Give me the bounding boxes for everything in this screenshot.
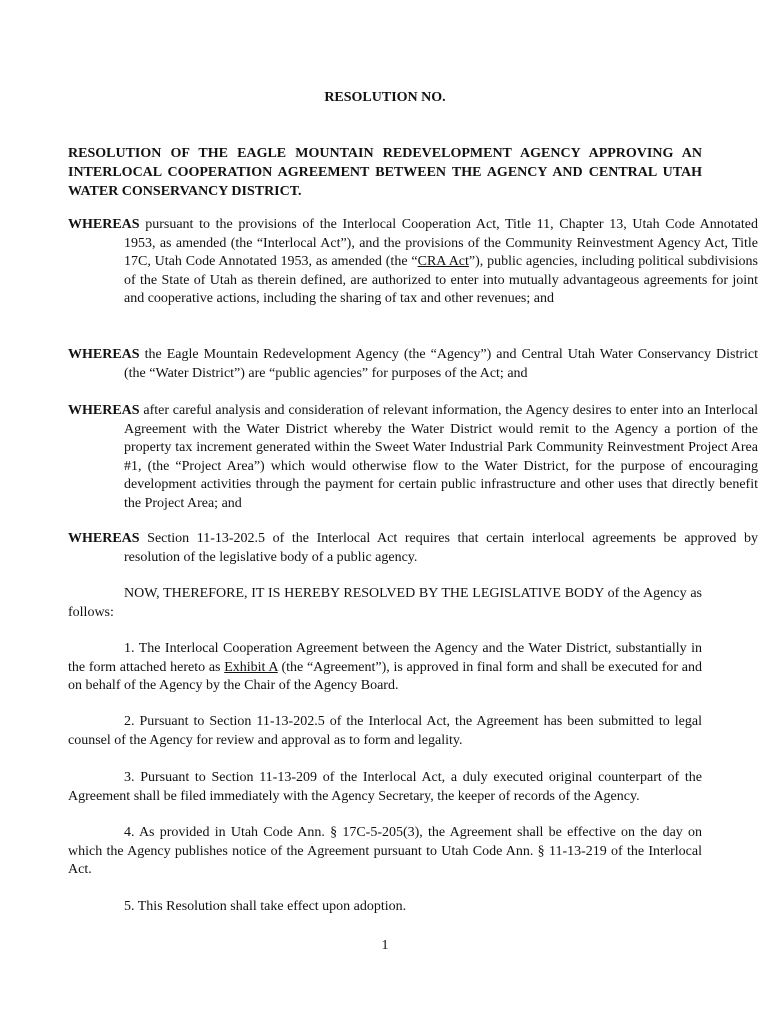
whereas-2-text: the Eagle Mountain Redevelopment Agency (the “Agency”) and Central Utah Water Conservancy District (the “Water District”) are “public agencies” for purposes of the Act; and [124, 347, 758, 381]
resolved-item-1 [68, 640, 702, 696]
whereas-paragraph-1 [68, 216, 758, 309]
whereas-paragraph-4 [68, 530, 758, 567]
resolved-item-2: 2. Pursuant to Section 11-13-202.5 of the Interlocal Act, the Agreement has been submitted to legal counsel of the Agency for review and approval as to form and legality. [68, 714, 702, 748]
item-1-text-a: 1. The Interlocal Cooperation Agreement between the Agency and the Water District, substantially in the form attached hereto as [68, 641, 702, 675]
whereas-4-text: Section 11-13-202.5 of the Interlocal Act requires that certain interlocal agreements be approved by resolution of the legislative body of a public agency. [124, 531, 758, 565]
whereas-1-text-b: ”), public agencies, including political subdivisions of the State of Utah as therein defined, are authorized to enter into mutually advantageous agreements for joint and cooperative actions, including the sharing of tax and other revenues; and [124, 254, 758, 307]
exhibit-a-term: Exhibit A [224, 659, 278, 675]
resolved-item-3: 3. Pursuant to Section 11-13-209 of the Interlocal Act, a duly executed original counterpart of the Agreement shall be filed immediately with the Agency Secretary, the keeper of records of the Agency. [68, 770, 702, 804]
whereas-3-text: after careful analysis and consideration of relevant information, the Agency desires to enter into an Interlocal Agreement with the Water District whereby the Water District would remit to the Agency a portion of the property tax increment generated within the Sweet Water Industrial Park Community Reinvestment Project Area #1, (the “Project Area”) which would otherwise flow to the Water District, for the purpose of encouraging development activities through the payment for certain public infrastructure and other uses that directly benefit the Project Area; and [124, 403, 758, 511]
page-number: 1 [381, 938, 389, 953]
whereas-1-text-a: pursuant to the provisions of the Interlocal Cooperation Act, Title 11, Chapter 13, Utah Code Annotated 1953, as amended (the “Interlocal Act”), and the provisions of the Community Reinvestment Agency Act, Title 17C, Utah Code Annotated 1953, as amended (the “ [124, 217, 758, 270]
whereas-label: WHEREAS [68, 347, 140, 362]
resolution-number-heading: RESOLUTION NO. [324, 90, 446, 105]
resolution-title: RESOLUTION OF THE EAGLE MOUNTAIN REDEVELOPMENT AGENCY APPROVING AN INTERLOCAL COOPERATION AGREEMENT BETWEEN THE AGENCY AND CENTRAL UTAH WATER CONSERVANCY DISTRICT. [68, 146, 702, 199]
whereas-label: WHEREAS [68, 531, 140, 546]
whereas-paragraph-2 [68, 346, 758, 383]
whereas-label: WHEREAS [68, 217, 140, 232]
cra-act-term: CRA Act [417, 254, 469, 270]
whereas-paragraph-3 [68, 402, 758, 514]
resolved-item-4: 4. As provided in Utah Code Ann. § 17C-5-205(3), the Agreement shall be effective on the day on which the Agency publishes notice of the Agreement pursuant to Utah Code Ann. § 11-13-219 of the Interlocal Act. [68, 825, 702, 878]
resolved-item-5: 5. This Resolution shall take effect upon adoption. [124, 899, 407, 914]
whereas-label: WHEREAS [68, 403, 140, 418]
item-1-text-b: (the “Agreement”), is approved in final form and shall be executed for and on behalf of the Agency by the Chair of the Agency Board. [68, 659, 703, 694]
now-therefore-paragraph: NOW, THEREFORE, IT IS HEREBY RESOLVED BY THE LEGISLATIVE BODY of the Agency as follows: [68, 586, 702, 620]
